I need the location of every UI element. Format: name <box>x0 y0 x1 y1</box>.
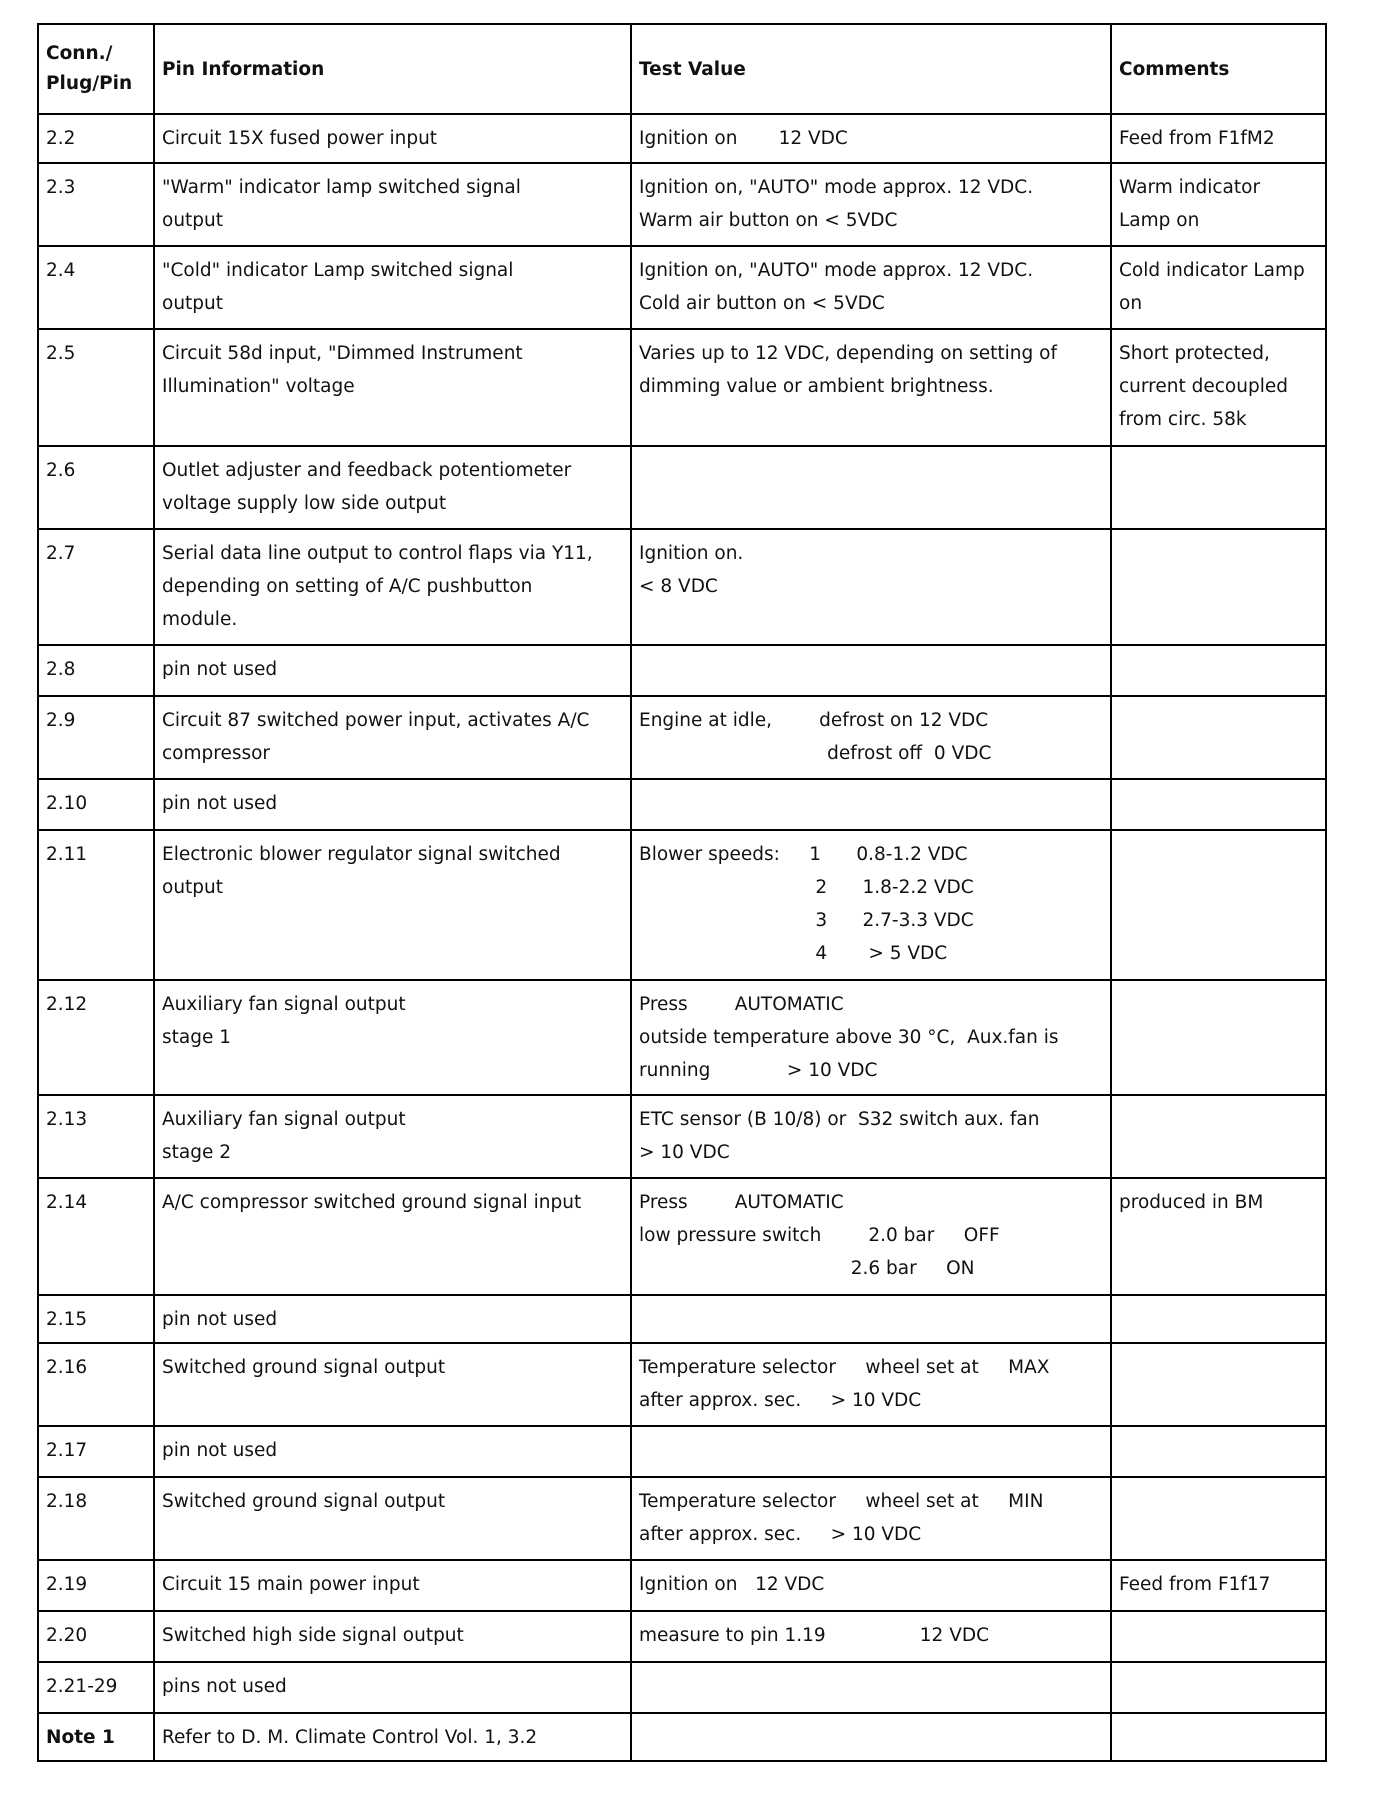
cell-test-value-line: Varies up to 12 VDC, depending on setting of <box>639 343 1057 364</box>
pin-assignment-table <box>37 23 1327 1762</box>
table-row <box>38 246 1326 329</box>
cell-pin-info-line: Auxiliary fan signal output <box>162 994 406 1015</box>
cell-test-value-line: Warm air button on < 5VDC <box>639 210 898 231</box>
cell-pin-info-line: Serial data line output to control flaps via Y11, <box>162 543 593 564</box>
cell-comments <box>1111 1095 1326 1178</box>
table-row <box>38 1477 1326 1560</box>
cell-test-value-line: Engine at idle, defrost on 12 VDC <box>639 710 989 731</box>
cell-pin: 2.13 <box>38 1095 154 1178</box>
cell-pin: 2.21-29 <box>38 1662 154 1713</box>
cell-pin-info <box>154 1477 631 1560</box>
cell-test-value-line: 2.6 bar ON <box>639 1258 975 1279</box>
cell-pin-info-line: pin not used <box>162 1309 278 1330</box>
cell-test-value <box>631 696 1111 779</box>
cell-pin: 2.15 <box>38 1295 154 1343</box>
cell-test-value-line: Ignition on, "AUTO" mode approx. 12 VDC. <box>639 177 1034 198</box>
cell-comments <box>1111 529 1326 645</box>
cell-test-value-line: Press AUTOMATIC <box>639 994 844 1015</box>
cell-pin: 2.19 <box>38 1560 154 1611</box>
cell-comments <box>1111 1713 1326 1761</box>
cell-test-value-line: Ignition on 12 VDC <box>639 128 848 149</box>
cell-pin-info <box>154 329 631 446</box>
table-row <box>38 1713 1326 1761</box>
cell-comments <box>1111 1560 1326 1611</box>
cell-pin-info <box>154 246 631 329</box>
cell-test-value <box>631 446 1111 529</box>
cell-test-value <box>631 1095 1111 1178</box>
cell-pin: 2.17 <box>38 1426 154 1477</box>
cell-pin-info <box>154 1560 631 1611</box>
cell-pin-info <box>154 1343 631 1426</box>
cell-pin-info <box>154 1178 631 1295</box>
cell-test-value-line: Ignition on, "AUTO" mode approx. 12 VDC. <box>639 260 1034 281</box>
cell-pin-info-line: Refer to D. M. Climate Control Vol. 1, 3.2 <box>162 1727 538 1748</box>
cell-comments <box>1111 114 1326 163</box>
cell-pin-info <box>154 645 631 696</box>
cell-pin: 2.3 <box>38 163 154 246</box>
cell-pin-info-line: Circuit 58d input, "Dimmed Instrument <box>162 343 523 364</box>
cell-test-value-line: Cold air button on < 5VDC <box>639 293 885 314</box>
cell-pin: 2.12 <box>38 980 154 1095</box>
cell-pin-info <box>154 1662 631 1713</box>
cell-comments <box>1111 1662 1326 1713</box>
header-conn-line: Conn./ <box>46 43 113 64</box>
table-row <box>38 696 1326 779</box>
table-row <box>38 1426 1326 1477</box>
cell-pin: 2.9 <box>38 696 154 779</box>
cell-comments-line: Lamp on <box>1119 210 1200 231</box>
cell-pin-info-line: stage 2 <box>162 1142 232 1163</box>
cell-test-value-line: Ignition on. <box>639 543 744 564</box>
table-header-row <box>38 24 1326 114</box>
cell-test-value-line: < 8 VDC <box>639 576 718 597</box>
cell-test-value-line: Temperature selector wheel set at MIN <box>639 1491 1044 1512</box>
cell-pin-info-line: Circuit 15X fused power input <box>162 128 438 149</box>
cell-test-value <box>631 1560 1111 1611</box>
cell-pin-info-line: compressor <box>162 743 271 764</box>
table-row <box>38 1178 1326 1295</box>
cell-pin-info-line: "Cold" indicator Lamp switched signal <box>162 260 514 281</box>
cell-pin-info-line: module. <box>162 609 238 630</box>
cell-comments <box>1111 163 1326 246</box>
cell-comments <box>1111 1178 1326 1295</box>
cell-pin-info <box>154 529 631 645</box>
cell-pin: 2.11 <box>38 830 154 980</box>
header-comments: Comments <box>1111 24 1326 114</box>
cell-pin-info-line: Electronic blower regulator signal switched <box>162 844 561 865</box>
cell-pin-info-line: Switched ground signal output <box>162 1491 446 1512</box>
cell-test-value <box>631 1343 1111 1426</box>
cell-test-value <box>631 529 1111 645</box>
cell-pin-info <box>154 1295 631 1343</box>
table-row <box>38 1560 1326 1611</box>
cell-test-value <box>631 1662 1111 1713</box>
cell-test-value-line: running > 10 VDC <box>639 1060 878 1081</box>
cell-comments-line: Cold indicator Lamp <box>1119 260 1305 281</box>
cell-pin-info-line: voltage supply low side output <box>162 493 447 514</box>
cell-pin-info-line: Outlet adjuster and feedback potentiometer <box>162 460 572 481</box>
table-row <box>38 980 1326 1095</box>
cell-test-value <box>631 1611 1111 1662</box>
cell-pin-info <box>154 1713 631 1761</box>
cell-test-value-line: dimming value or ambient brightness. <box>639 376 994 397</box>
cell-test-value <box>631 1713 1111 1761</box>
cell-test-value-line: defrost off 0 VDC <box>639 743 992 764</box>
table-row <box>38 1095 1326 1178</box>
header-pin-info: Pin Information <box>154 24 631 114</box>
cell-test-value <box>631 645 1111 696</box>
cell-test-value-line: ETC sensor (B 10/8) or S32 switch aux. fan <box>639 1109 1040 1130</box>
cell-pin: 2.4 <box>38 246 154 329</box>
cell-pin-info <box>154 163 631 246</box>
cell-pin-info-line: output <box>162 210 224 231</box>
cell-test-value-line: after approx. sec. > 10 VDC <box>639 1390 922 1411</box>
cell-comments-line: from circ. 58k <box>1119 409 1247 430</box>
cell-pin-info-line: output <box>162 293 224 314</box>
cell-comments <box>1111 830 1326 980</box>
header-conn-line: Plug/Pin <box>46 73 133 94</box>
cell-pin-info-line: Switched ground signal output <box>162 1357 446 1378</box>
cell-pin-info-line: output <box>162 877 224 898</box>
cell-test-value <box>631 246 1111 329</box>
cell-pin-info-line: pin not used <box>162 659 278 680</box>
cell-test-value-line: low pressure switch 2.0 bar OFF <box>639 1225 1000 1246</box>
cell-pin: 2.8 <box>38 645 154 696</box>
cell-pin: 2.18 <box>38 1477 154 1560</box>
cell-pin-info-line: Circuit 87 switched power input, activates A/C <box>162 710 590 731</box>
cell-test-value-line: 4 > 5 VDC <box>639 943 948 964</box>
table-row <box>38 830 1326 980</box>
cell-pin-info-line: pins not used <box>162 1676 287 1697</box>
cell-comments <box>1111 980 1326 1095</box>
cell-comments-line: produced in BM <box>1119 1192 1264 1213</box>
cell-comments-line: Warm indicator <box>1119 177 1261 198</box>
table-row <box>38 645 1326 696</box>
table-row <box>38 779 1326 830</box>
header-test-value: Test Value <box>631 24 1111 114</box>
cell-pin: 2.14 <box>38 1178 154 1295</box>
cell-pin-info <box>154 779 631 830</box>
cell-pin-info-line: Circuit 15 main power input <box>162 1574 420 1595</box>
cell-pin: 2.10 <box>38 779 154 830</box>
cell-pin-info-line: A/C compressor switched ground signal input <box>162 1192 582 1213</box>
cell-comments <box>1111 1611 1326 1662</box>
cell-pin-info <box>154 980 631 1095</box>
cell-test-value-line: > 10 VDC <box>639 1142 730 1163</box>
cell-comments <box>1111 645 1326 696</box>
cell-pin-info-line: depending on setting of A/C pushbutton <box>162 576 533 597</box>
cell-test-value-line: measure to pin 1.19 12 VDC <box>639 1625 990 1646</box>
cell-comments <box>1111 446 1326 529</box>
cell-pin-info <box>154 696 631 779</box>
cell-test-value <box>631 980 1111 1095</box>
table-row <box>38 163 1326 246</box>
cell-pin-info-line: Illumination" voltage <box>162 376 355 397</box>
cell-test-value <box>631 1477 1111 1560</box>
table-row <box>38 114 1326 163</box>
cell-test-value <box>631 1295 1111 1343</box>
table-row <box>38 1343 1326 1426</box>
cell-pin: 2.6 <box>38 446 154 529</box>
cell-comments-line: on <box>1119 293 1143 314</box>
cell-comments <box>1111 1343 1326 1426</box>
table-row <box>38 1662 1326 1713</box>
cell-comments-line: Feed from F1f17 <box>1119 1574 1271 1595</box>
cell-pin-info-line: pin not used <box>162 793 278 814</box>
table-row <box>38 1611 1326 1662</box>
cell-test-value <box>631 1426 1111 1477</box>
cell-pin: 2.5 <box>38 329 154 446</box>
cell-pin-info-line: stage 1 <box>162 1027 232 1048</box>
cell-test-value <box>631 163 1111 246</box>
cell-test-value <box>631 329 1111 446</box>
cell-pin-info <box>154 114 631 163</box>
cell-comments <box>1111 1477 1326 1560</box>
cell-test-value <box>631 830 1111 980</box>
cell-pin: 2.20 <box>38 1611 154 1662</box>
cell-comments <box>1111 329 1326 446</box>
cell-comments <box>1111 1295 1326 1343</box>
header-conn <box>38 24 154 114</box>
cell-pin-info-line: pin not used <box>162 1440 278 1461</box>
table-row <box>38 329 1326 446</box>
cell-test-value-line: 2 1.8-2.2 VDC <box>639 877 974 898</box>
cell-test-value-line: Ignition on 12 VDC <box>639 1574 825 1595</box>
cell-comments <box>1111 246 1326 329</box>
cell-test-value-line: Press AUTOMATIC <box>639 1192 844 1213</box>
cell-pin-info <box>154 1611 631 1662</box>
cell-pin: 2.7 <box>38 529 154 645</box>
cell-pin-info <box>154 1095 631 1178</box>
cell-pin-info <box>154 446 631 529</box>
cell-test-value <box>631 1178 1111 1295</box>
cell-test-value <box>631 114 1111 163</box>
cell-test-value <box>631 779 1111 830</box>
cell-pin-info <box>154 830 631 980</box>
table-row <box>38 1295 1326 1343</box>
cell-test-value-line: outside temperature above 30 °C, Aux.fan is <box>639 1027 1059 1048</box>
cell-comments-line: current decoupled <box>1119 376 1288 397</box>
cell-test-value-line: Temperature selector wheel set at MAX <box>639 1357 1050 1378</box>
cell-comments <box>1111 696 1326 779</box>
cell-pin-info <box>154 1426 631 1477</box>
table-row <box>38 446 1326 529</box>
cell-comments-line: Feed from F1fM2 <box>1119 128 1275 149</box>
cell-pin-info-line: Switched high side signal output <box>162 1625 464 1646</box>
cell-pin: 2.2 <box>38 114 154 163</box>
cell-pin-info-line: Auxiliary fan signal output <box>162 1109 406 1130</box>
cell-comments-line: Short protected, <box>1119 343 1270 364</box>
cell-test-value-line: Blower speeds: 1 0.8-1.2 VDC <box>639 844 968 865</box>
cell-pin-info-line: "Warm" indicator lamp switched signal <box>162 177 521 198</box>
cell-comments <box>1111 779 1326 830</box>
cell-pin: Note 1 <box>38 1713 154 1761</box>
cell-test-value-line: 3 2.7-3.3 VDC <box>639 910 974 931</box>
cell-test-value-line: after approx. sec. > 10 VDC <box>639 1524 922 1545</box>
table-row <box>38 529 1326 645</box>
cell-comments <box>1111 1426 1326 1477</box>
cell-pin: 2.16 <box>38 1343 154 1426</box>
